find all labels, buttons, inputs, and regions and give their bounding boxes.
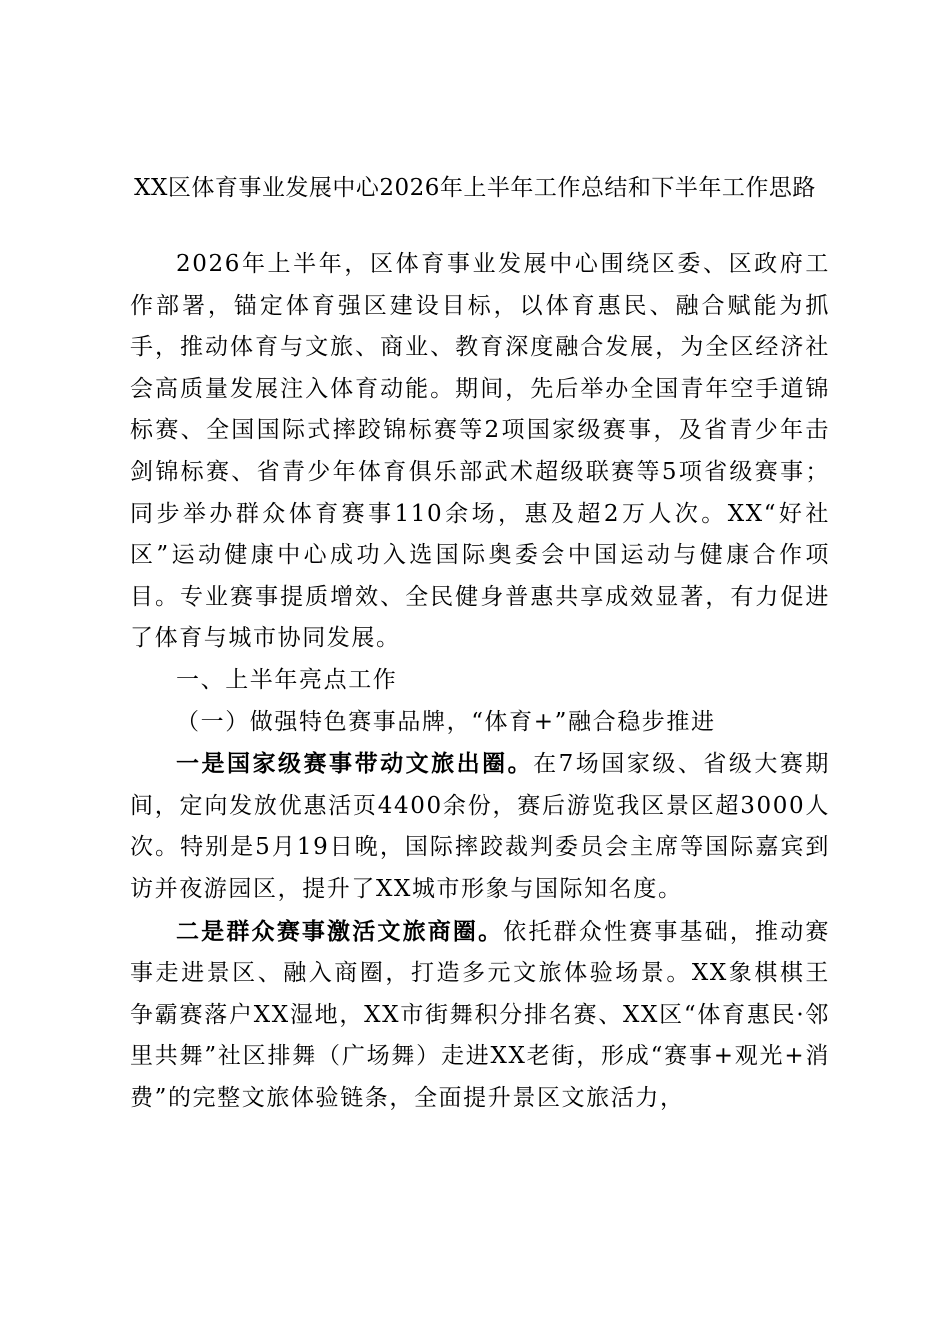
document-title: XX区体育事业发展中心2026年上半年工作总结和下半年工作思路 <box>134 175 816 201</box>
subsection-heading: （一）做强特色赛事品牌，“体育+”融合稳步推进 <box>176 708 716 735</box>
item-2-text: 依托群众性赛事基础，推动赛事走进景区、融入商圈，打造多元文旅体验场景。XX象棋棋王争霸赛落户XX湿地，XX市街舞积分排名赛、XX区“体育惠民·邻里共舞”社区排舞（广场舞）走进XX老街，形成“赛事+观光+消费”的完整文旅体验链条，全面提升景区文旅活力， <box>130 918 830 1111</box>
item-paragraph-2 <box>130 911 830 1120</box>
document-body <box>130 244 830 1119</box>
item-1-lead: 一是国家级赛事带动文旅出圈。 <box>176 750 534 778</box>
intro-paragraph: 2026年上半年，区体育事业发展中心围绕区委、区政府工作部署，锚定体育强区建设目标，以体育惠民、融合赋能为抓手，推动体育与文旅、商业、教育深度融合发展，为全区经济社会高质量发展注入体育动能。期间，先后举办全国青年空手道锦标赛、全国国际式摔跤锦标赛等2项国家级赛事，及省青少年击剑锦标赛、省青少年体育俱乐部武术超级联赛等5项省级赛事；同步举办群众体育赛事110余场，惠及超2万人次。XX“好社区”运动健康中心成功入选国际奥委会中国运动与健康合作项目。专业赛事提质增效、全民健身普惠共享成效显著，有力促进了体育与城市协同发展。 <box>130 251 830 652</box>
item-paragraph-1 <box>130 743 830 910</box>
section-heading: 一、上半年亮点工作 <box>176 666 398 693</box>
item-2-lead: 二是群众赛事激活文旅商圈。 <box>176 917 504 945</box>
item-1-text: 在7场国家级、省级大赛期间，定向发放优惠活页4400余份，赛后游览我区景区超3000人次。特别是5月19日晚，国际摔跤裁判委员会主席等国际嘉宾到访并夜游园区，提升了XX城市形象与国际知名度。 <box>130 751 830 902</box>
